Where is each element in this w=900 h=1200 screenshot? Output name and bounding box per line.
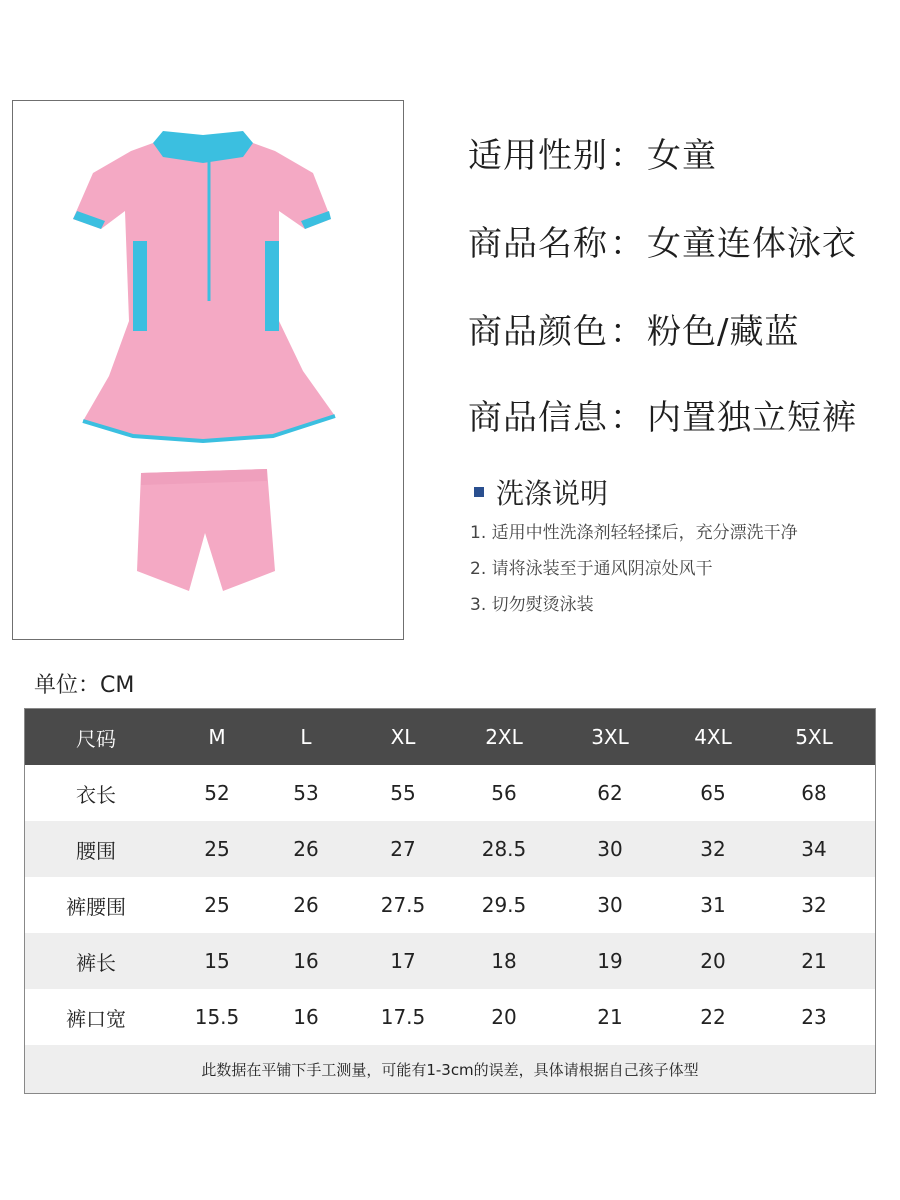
value-cell: 20 [491, 1005, 517, 1029]
unit-label: 单位：CM [34, 673, 135, 698]
care-title-text: 洗涤说明 [496, 477, 609, 510]
value-cell: 31 [700, 893, 726, 917]
value-cell: 55 [390, 781, 416, 805]
table-row [25, 989, 875, 1045]
value-cell: 27.5 [380, 893, 426, 917]
row-label-cell: 裤口宽 [66, 1006, 126, 1031]
value-cell: 32 [700, 837, 726, 861]
table-header-row [25, 709, 875, 765]
row-label-cell: 裤长 [76, 950, 116, 975]
value-cell: 30 [597, 837, 623, 861]
value-cell: 25 [204, 893, 230, 917]
value-cell: 28.5 [481, 837, 527, 861]
square-bullet-icon [474, 487, 484, 497]
care-item: 2. 请将泳装至于通风阴凉处风干 [470, 559, 713, 579]
header-cell: L [300, 725, 312, 749]
care-item: 1. 适用中性洗涤剂轻轻揉后，充分漂洗干净 [470, 523, 798, 543]
info-gender [468, 128, 717, 177]
info-color [468, 304, 799, 353]
info-color-label: 商品颜色 [468, 312, 608, 352]
header-cell-size: 尺码 [76, 726, 116, 751]
value-cell: 34 [801, 837, 827, 861]
header-cell: 5XL [795, 725, 833, 749]
value-cell: 16 [293, 949, 319, 973]
value-cell: 26 [293, 837, 319, 861]
value-cell: 16 [293, 1005, 319, 1029]
value-cell: 62 [597, 781, 623, 805]
shorts [137, 469, 275, 591]
info-gender-value: 女童 [647, 136, 717, 176]
table-row [25, 765, 875, 821]
value-cell: 22 [700, 1005, 726, 1029]
value-cell: 65 [700, 781, 726, 805]
value-cell: 27 [390, 837, 416, 861]
value-cell: 32 [801, 893, 827, 917]
value-cell: 19 [597, 949, 623, 973]
value-cell: 15.5 [194, 1005, 240, 1029]
size-table [24, 708, 876, 1094]
swimsuit-illustration [13, 101, 405, 641]
header-cell: 2XL [485, 725, 523, 749]
value-cell: 52 [204, 781, 230, 805]
value-cell: 23 [801, 1005, 827, 1029]
header-cell: 3XL [591, 725, 629, 749]
product-photo [12, 100, 404, 640]
value-cell: 56 [491, 781, 517, 805]
value-cell: 30 [597, 893, 623, 917]
value-cell: 21 [597, 1005, 623, 1029]
table-row [25, 877, 875, 933]
colon: ： [610, 312, 645, 352]
info-name [468, 216, 857, 265]
value-cell: 68 [801, 781, 827, 805]
right-side-panel [265, 241, 279, 331]
dress-body [73, 143, 335, 441]
value-cell: 18 [491, 949, 517, 973]
care-title [474, 472, 608, 512]
value-cell: 17 [390, 949, 416, 973]
info-gender-label: 适用性别 [468, 136, 608, 176]
value-cell: 15 [204, 949, 230, 973]
colon: ： [610, 398, 645, 438]
left-side-panel [133, 241, 147, 331]
info-name-value: 女童连体泳衣 [647, 224, 857, 264]
value-cell: 17.5 [380, 1005, 426, 1029]
table-row [25, 821, 875, 877]
care-item: 3. 切勿熨烫泳装 [470, 595, 594, 615]
row-label-cell: 腰围 [76, 838, 116, 863]
value-cell: 53 [293, 781, 319, 805]
value-cell: 25 [204, 837, 230, 861]
row-label-cell: 衣长 [76, 782, 116, 807]
info-detail [468, 390, 857, 439]
info-detail-label: 商品信息 [468, 398, 608, 438]
colon: ： [610, 136, 645, 176]
row-label-cell: 裤腰围 [66, 894, 126, 919]
value-cell: 29.5 [481, 893, 527, 917]
info-color-value: 粉色/藏蓝 [647, 312, 800, 352]
header-cell: XL [390, 725, 416, 749]
colon: ： [610, 224, 645, 264]
table-row [25, 933, 875, 989]
header-cell: 4XL [694, 725, 732, 749]
value-cell: 20 [700, 949, 726, 973]
value-cell: 26 [293, 893, 319, 917]
info-name-label: 商品名称 [468, 224, 608, 264]
value-cell: 21 [801, 949, 827, 973]
measurement-note: 此数据在平铺下手工测量，可能有1-3cm的误差，具体请根据自己孩子体型 [25, 1045, 875, 1093]
header-cell: M [208, 725, 226, 749]
info-detail-value: 内置独立短裤 [647, 398, 857, 438]
